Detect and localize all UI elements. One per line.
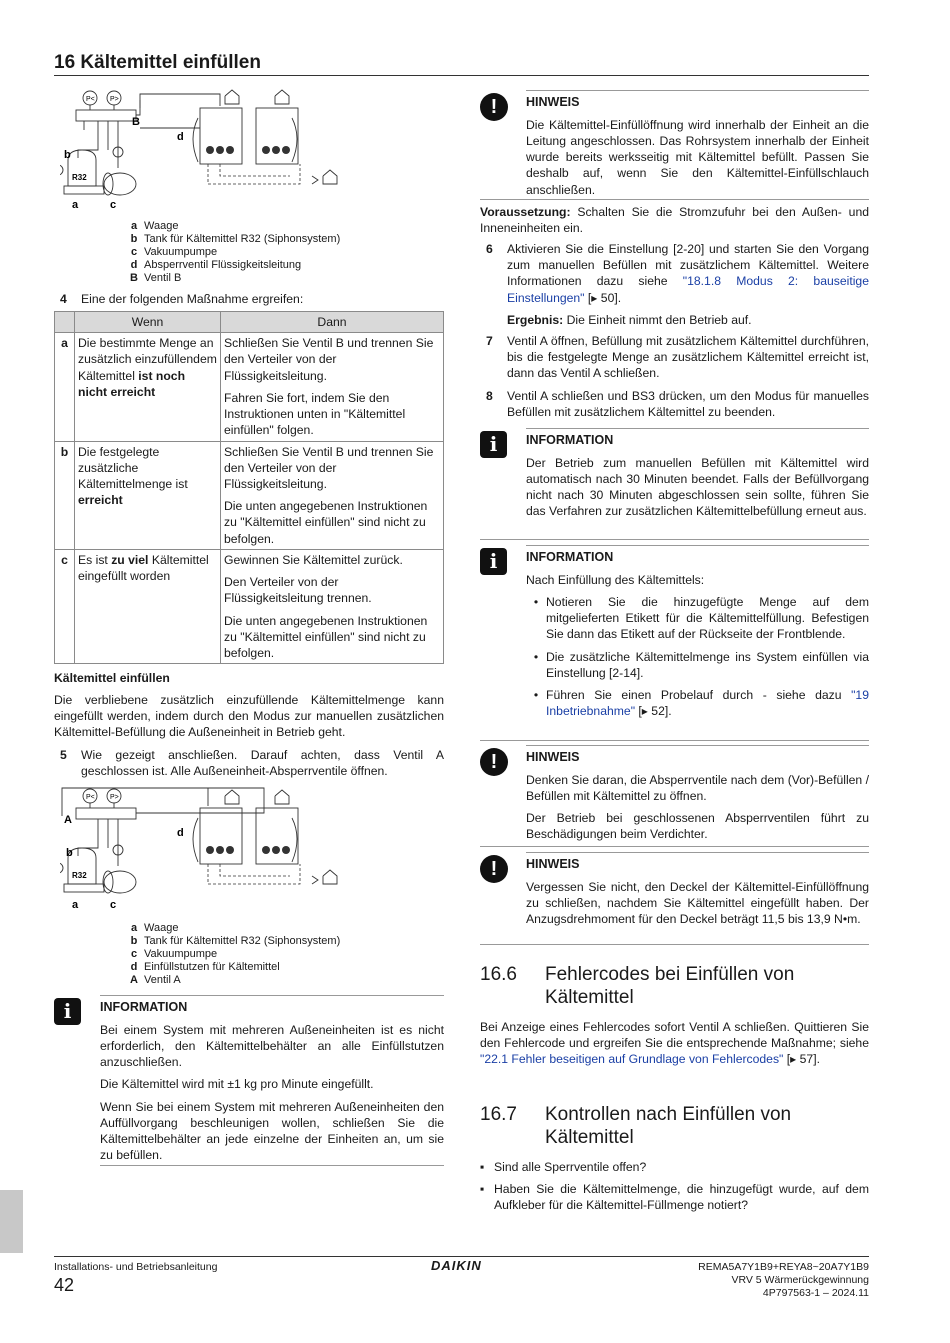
notice-heading: HINWEIS [526,750,580,764]
info-icon: i [480,548,507,575]
diagram-1-legend [124,220,424,285]
step-result: Ergebnis: Die Einheit nimmt den Betrieb auf. [507,312,752,327]
section-16-7-heading [480,1104,869,1150]
table-row [55,441,444,549]
legend-text: Absperrventil Flüssigkeitsleitung [144,258,302,271]
info-paragraph: Wenn Sie bei einem System mit mehreren Außeneinheiten den Auffüllvorgang beschleunigen wollen, schließen Sie die Kältemittelbehälter an jede einzelne der Einheiten an, um sie zu befüllen. [100,1099,444,1163]
legend-text: Vakuumpumpe [144,245,218,258]
info-box-rule [480,740,869,741]
footer-manual-title: Installations- und Betriebsanleitung [54,1261,218,1273]
legend-text: Waage [144,922,179,934]
notice-box-2 [480,745,869,849]
row-key: a [55,333,75,441]
info-text: Der Betrieb zum manuellen Befüllen mit Kältemittel wird automatisch nach 30 Minuten beendet. Falls der Befüllvorgang nicht nach 30 Minuten abgeschlossen sein sollte, führen Sie das Verfahren zur zusätzlichen Kältemittelbefüllung erneut aus. [526,455,869,519]
scale-a-label: a [72,899,79,911]
list-item: • Die zusätzliche Kältemittelmenge ins System einfüllen via Einstellung [2‑14]. [533,649,869,680]
list-item: • Notieren Sie die hinzugefügte Menge auf dem mitgelieferten Etikett für die Kältemittelfüllung. Befestigen Sie dann das Etikett auf der Rückseite der Frontblende. [533,594,869,642]
legend-text: Tank für Kältemittel R32 (Siphonsystem) [144,232,341,245]
info-icon: i [480,431,507,458]
legend-key: d [130,258,138,271]
step-8 [480,388,869,420]
page-title: 16 Kältemittel einfüllen [54,52,261,73]
table-row [55,549,444,663]
warning-icon: ! [480,748,508,776]
notice-box-rule [480,846,869,847]
row-key: b [55,441,75,549]
info-heading: INFORMATION [526,550,614,564]
row-key: c [55,549,75,663]
info-intro: Nach Einfüllung des Kältemittels: [526,572,705,587]
step-number: 6 [486,242,493,256]
step-number: 5 [60,748,67,762]
step-7 [480,333,869,382]
list-item: ▪ Sind alle Sperrventile offen? [480,1160,647,1174]
info-box-2 [480,428,869,526]
section-number: 16.7 [480,1104,517,1125]
section-16-6-text: Bei Anzeige eines Fehlercodes sofort Ventil A schließen. Quittieren Sie den Fehlercode und ergreifen Sie die entsprechende Maßnahme; siehe "22.1 Fehler beseitigen auf Grundlage von Fehlercodes" [▸ 57]. [480,1020,869,1067]
footer-doc-info [600,1261,869,1300]
legend-text: Tank für Kältemittel R32 (Siphonsystem) [144,934,341,947]
section-title: Fehlercodes bei Einfüllen von Kältemittel [545,964,795,1008]
legend-key: c [130,947,138,960]
step-text: Eine der folgenden Maßnahme ergreifen: [81,292,304,306]
info-icon: i [54,998,81,1025]
scale-a-label: a [72,199,79,211]
legend-text: Ventil B [144,271,182,284]
section-16-6-heading [480,964,869,1010]
notice-text: Denken Sie daran, die Absperrventile nach dem (Vor)-Befüllen / Befüllen mit Kältemittel zu öffnen. [526,772,869,803]
row-condition: Es ist zu viel Kältemittel eingefüllt worden [75,549,221,663]
table-header-dann: Dann [221,312,444,333]
action-table [54,311,444,664]
legend-key: A [130,973,138,986]
step-number: 7 [486,334,493,348]
header-rule [54,75,869,76]
info-box-3 [480,545,869,725]
legend-key: a [130,922,138,934]
gauge-high-label: P> [110,794,119,801]
legend-text: Ventil A [144,973,181,986]
row-action: Gewinnen Sie Kältemittel zurück. Den Verteiler von der Flüssigkeitsleitung trennen. Die unten angegebenen Instruktionen zu "Kältemittel einfüllen" sind nicht zu befolgen. [221,549,444,663]
step-6 [480,241,869,328]
step-number: 8 [486,389,493,403]
legend-key: B [130,271,138,284]
legend-key: b [130,232,138,245]
section-number: 16.6 [480,964,517,985]
list-item: ▪ Haben Sie die Kältemittelmenge, die hinzugefügt wurde, auf dem Aufkleber für die Kältemittel-Füllmenge notiert? [480,1182,869,1213]
table-header-wenn: Wenn [75,312,221,333]
subsection-text: Die verbliebene zusätzlich einzufüllende Kältemittelmenge kann eingefüllt werden, indem durch den Modus zur manuellen zusätzlichen Kältemittel-Befüllung die Außeneinheit in Betrieb geht. [54,693,444,740]
info-box-rule [480,539,869,540]
footer-series: VRV 5 Wärmerückgewinnung [731,1274,869,1287]
tank-label: R32 [72,871,87,880]
pump-c-label: c [110,199,117,211]
refrigerant-charging-diagram-1 [60,88,350,212]
tank-b-label: b [66,847,73,859]
info-heading: INFORMATION [526,433,614,447]
valve-b-label: B [132,116,140,128]
step-text: Ventil A schließen und BS3 drücken, um den Modus für manuelles Befüllen mit zusätzlichem Kältemittel zu beenden. [507,389,869,420]
notice-heading: HINWEIS [526,857,580,871]
side-tab [0,1190,23,1253]
step-5 [54,747,444,779]
table-header-blank [55,312,75,333]
footer-docnum: 4P797563-1 – 2024.11 [762,1287,869,1300]
notice-box-rule [480,944,869,945]
gauge-low-label: P< [86,794,95,801]
diagram-2 [60,786,350,912]
step-4 [54,291,444,307]
warning-icon: ! [480,93,508,121]
notice-text: Der Betrieb bei geschlossenen Absperrventilen führt zu Beschädigungen beim Verdichter. [526,811,869,842]
page-number: 42 [54,1275,75,1295]
daikin-logo: DAIKIN [431,1258,482,1273]
legend-text: Vakuumpumpe [144,947,218,960]
notice-box-rule [480,199,869,200]
diagram-1 [60,88,350,212]
diagram-2-legend [124,922,424,987]
link-modus-2[interactable]: "18.1.8 Modus 2: bauseitige Einstellungen" [507,274,869,305]
notice-text: Die Kältemittel-Einfüllöffnung wird innerhalb der Einheit an die Leitung angeschlossen. Das Rohrsystem innerhalb der Einheit wurde bereits werksseitig mit Kältemittel befüllt. Passen Sie deshalb auf, wenn Sie den Kältemittel-Einfüllschlauch anschließen. [526,117,869,197]
refrigerant-charging-diagram-2 [60,786,350,912]
notice-heading: HINWEIS [526,95,580,109]
valve-d-label: d [177,131,184,143]
tank-label: R32 [72,173,87,182]
pump-c-label: c [110,899,117,911]
legend-key: c [130,245,138,258]
info-paragraph: Bei einem System mit mehreren Außeneinheiten ist es nicht erforderlich, den Kältemittelbehälter an alle Einfüllstutzen anzuschließen. [100,1022,444,1070]
info-box-left [54,995,444,1169]
step-text: Wie gezeigt anschließen. Darauf achten, dass Ventil A geschlossen ist. Alle Außeneinheit-Absperrventile öffnen. [81,748,444,779]
info-paragraph: Die Kältemittel wird mit ±1 kg pro Minute eingefüllt. [100,1077,374,1092]
step-number: 4 [60,292,67,306]
table-row [55,333,444,441]
row-action: Schließen Sie Ventil B und trennen Sie den Verteiler von der Flüssigkeitsleitung. Die unten angegebenen Instruktionen zu "Kältemittel einfüllen" sind nicht zu befolgen. [221,441,444,549]
notice-box-1 [480,90,869,204]
legend-key: b [130,934,138,947]
link-inbetriebnahme[interactable]: "19 Inbetriebnahme" [546,687,869,719]
step-text: Aktivieren Sie die Einstellung [2‑20] und starten Sie den Vorgang zum manuellen Befüllen mit zusätzlichem Kältemittel. Weitere Informationen dazu siehe "18.1.8 Modus 2: bauseitige Einstellungen" [▸ 50]. Ergebnis: Die Einheit nimmt den Betrieb auf. [507,242,869,327]
gauge-low-label: P< [86,96,95,103]
step-text: Ventil A öffnen, Befüllung mit zusätzlichem Kältemittel durchführen, bis die festgelegte Menge an zusätzlichem Kältemittel erreicht ist, dann das Ventil A schließen. [507,334,869,381]
section-16-7-list [480,1159,869,1220]
info-heading: INFORMATION [100,1000,188,1014]
valve-a-label: A [64,814,72,826]
tank-b-label: b [64,149,71,161]
legend-text: Waage [144,220,179,232]
row-action: Schließen Sie Ventil B und trennen Sie den Verteiler von der Flüssigkeitsleitung. Fahren Sie fort, indem Sie den Instruktionen unten in "Kältemittel einfüllen" folgen. [221,333,444,441]
list-item: • Führen Sie einen Probelauf durch - siehe dazu "19 Inbetriebnahme" [▸ 52]. [533,687,869,719]
port-d-label: d [177,827,184,839]
row-condition: Die bestimmte Menge an zusätzlich einzufüllendem Kältemittel ist noch nicht erreicht [75,333,221,441]
legend-key: d [130,960,138,973]
legend-text: Einfüllstutzen für Kältemittel [144,960,280,973]
notice-text: Vergessen Sie nicht, den Deckel der Kältemittel-Einfüllöffnung zu schließen, nachdem Sie Kältemittel eingefüllt haben. Der Anzugsdrehmoment für den Deckel beträgt 11,5 bis 13,9 N•m. [526,879,869,927]
action-table-wrapper [54,311,444,664]
row-condition: Die festgelegte zusätzliche Kältemittelmenge ist erreicht [75,441,221,549]
gauge-high-label: P> [110,96,119,103]
prerequisite: Voraussetzung: Schalten Sie die Stromzufuhr bei den Außen- und Inneneinheiten ein. [480,205,869,236]
section-title: Kontrollen nach Einfüllen von Kältemittel [545,1104,792,1148]
info-box-rule [100,1165,444,1166]
legend-key: a [130,220,138,232]
subsection-title: Kältemittel einfüllen [54,671,170,685]
footer-model: REMA5A7Y1B9+REYA8~20A7Y1B9 [698,1261,869,1273]
notice-box-3 [480,852,869,933]
link-fehlercodes[interactable]: "22.1 Fehler beseitigen auf Grundlage von Fehlercodes" [480,1052,784,1067]
warning-icon: ! [480,855,508,883]
